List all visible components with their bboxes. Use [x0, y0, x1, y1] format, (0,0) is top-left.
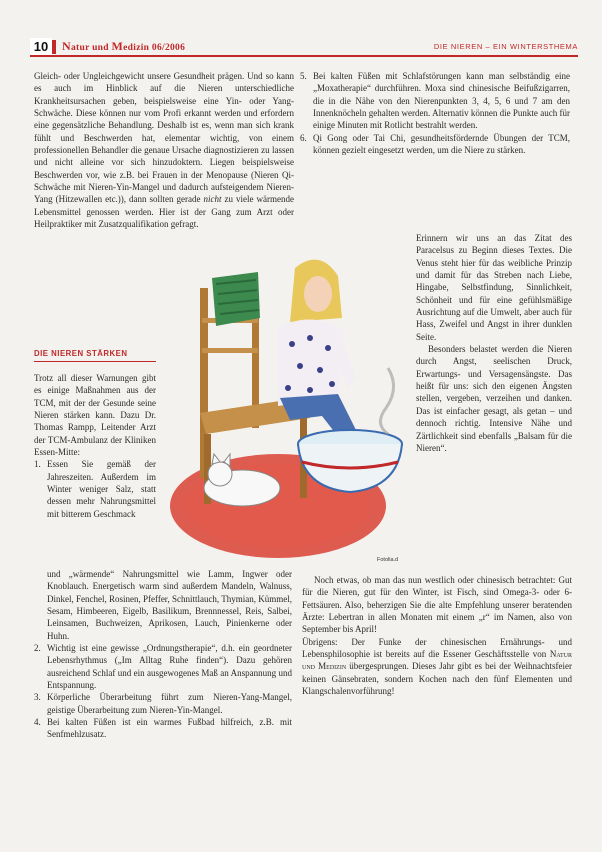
- measures-list-right: [300, 70, 570, 156]
- measures-intro: Trotz all dieser Warnungen gibt es einige Maßnahmen aus der TCM, mit der der Gesunde seine Nieren stärken kann. Dazu Dr. Thomas Rampp, Leitender Arzt der TCM-Ambulanz der Kliniken Essen-Mitte: 1. Essen Sie gemäß der Jahreszeiten. Außerdem im Winter weniger Salz, statt dessen mehr Nahrungsmittel mit bitterem Geschmack: [34, 373, 156, 519]
- list-item-5: 5. Bei kalten Füßen mit Schlafstörungen kann man selbständig eine „Moxatherapie“ durchführen. Moxa sind chinesische Beifußzigarren, die in die Nähe von den Nierenpunkten 3, 4, 5, 6 und 7 am den Innenknöcheln gehalten werden. Alternativ können die Punkte auch für einige Minuten mit Rotlicht bestrahlt werden.: [300, 71, 570, 131]
- measures-list-continued: und „wärmende“ Nahrungsmittel wie Lamm, Ingwer oder Knoblauch. Energetisch warm sind außerdem Mandeln, Walnuss, Dinkel, Fenchel, Rosinen, Pfeffer, Schnittlauch, Thymian, Kümmel, Sesam, Himbeeren, Eigelb, Basilikum, Brennnessel, Reis, Salbei, Leinsamen, Buchweizen, Aprikosen, Lauch, Pinienkerne oder Huhn. 2. Wichtig ist eine gewisse „Ordnungstherapie“, d.h. ein geordneter Lebensrhythmus („Im Alltag Ruhe finden“). Dazu gehören ausreichend Schlaf und ein ausgewogenes Maß an Anspannung und Entspannung. 3. Körperliche Überarbeitung führt zum Nieren-Yang-Mangel, geistige Überarbeitung zum Nieren-Yin-Mangel. 4. Bei kalten Füßen ist ein warmes Fußbad hilfreich, z.B. mit Senfmehlzusatz.: [34, 569, 293, 740]
- photo-credit: Fotolia.d: [377, 557, 399, 563]
- header-accent-bar: [52, 40, 56, 54]
- page-header: [30, 36, 578, 56]
- list-item-4: 4. Bei kalten Füßen ist ein warmes Fußbad hilfreich, z.B. mit Senfmehlzusatz.: [34, 717, 292, 740]
- closing-section: Noch etwas, ob man das nun westlich oder chinesisch betrachtet: Gut für die Nieren, gut für den Winter, ist Fisch, sind Omega-3- oder 6-Fettsäuren. Also, beherzigen Sie die alte Empfehlung unserer beratenden Ärzte: Lebertran in allen Monaten mit einem „r“ im Namen, also von September bis April! Übrigens: Der Funke der chinesischen Ernährungs- und Lebensphilosophie ist bereits auf die Essener Geschäftsstelle von Natur und Medizin übergesprungen. Dieses Jahr gibt es bei der Weihnachtsfeier keinen Gänsebraten, sondern Kochen nach den fünf Elementen und Klangschalenvorführung!: [302, 575, 573, 697]
- magazine-title: Natur und Medizin 06/2006: [62, 39, 186, 53]
- paracelsus-section: Erinnern wir uns an das Zitat des Paracelsus zu Beginn dieses Textes. Die Venus steht hier für das weibliche Prinzip und damit für das Streben nach Liebe, Hingabe, Selbstfindung, Sinnlichkeit, Schönheit und für eine gefühlsmäßige Ausrichtung auf die Umwelt, aber auch für Hass, Zweifel und Angst in ihrer dunklen Seite. Besonders belastet werden die Nieren durch Angst, seelischen Druck, Erwartungs- und Versagensängste. Das heißt für uns: sich den eigenen Ängsten stellen, vergeben, verzeihen und danken. Das ist einfacher gesagt, als getan – und dennoch richtig. Intensive Nähe und Zärtlichkeit sind ebenfalls „Balsam für die Nieren“.: [416, 233, 572, 453]
- list-item-1: 1. Essen Sie gemäß der Jahreszeiten. Außerdem im Winter weniger Salz, statt dessen mehr Nahrungsmittel mit bitterem Geschmack: [34, 459, 156, 519]
- section-title: DIE NIEREN – EIN WINTERSTHEMA: [433, 42, 578, 51]
- list-item-6: 6. Qi Gong oder Tai Chi, gesundheitsfördernde Übungen der TCM, können gezielt eingesetzt werden, um die Niere zu stärken.: [300, 132, 570, 156]
- list-item-3: 3. Körperliche Überarbeitung führt zum Nieren-Yang-Mangel, geistige Überarbeitung zum Nieren-Yin-Mangel.: [34, 692, 292, 715]
- list-item-2: 2. Wichtig ist eine gewisse „Ordnungstherapie“, d.h. ein geordneter Lebensrhythmus („Im Alltag Ruhe finden“). Dazu gehören ausreichend Schlaf und ein ausgewogenes Maß an Anspannung und Entspannung.: [34, 643, 292, 691]
- intro-paragraph: Gleich- oder Ungleichgewicht unsere Gesundheit prägen. Und so kann es auch im Hinblick auf die Nieren unterschiedliche Krankheitsursachen geben, beispielsweise eine Yin- oder Yang-Schwäche. Diese können nur vom Profi erkannt werden und erfordern eine gegensätzliche Behandlung. Deshalb ist es, wenn man sich krank fühlt und Beschwerden hat, elementar wichtig, von einem professionellen Behandler die genaue Ursache diagnostizieren zu lassen und nicht alleine vor sich hinzudoktern. Liegen beispielsweise Beschwerden vor, wie z.B. bei Frauen in der Menopause (Nieren Qi-Schwäche mit Nieren-Yin-Mangel und dadurch aufsteigendem Nieren-Yang (Hitzewallen etc.)), dann sollten gerade nicht zu viele wärmende Lebensmittel genossen werden. Hier ist der Gang zum Arzt oder Heilpraktiker mit Zusatzqualifikation gefragt.: [34, 71, 294, 230]
- header-rule: [30, 55, 578, 57]
- footbath-illustration: [160, 248, 414, 566]
- page-number: 10: [30, 38, 52, 55]
- subheading-die-nieren-staerken: DIE NIEREN STÄRKEN: [34, 348, 156, 364]
- emphasis-nicht: nicht: [203, 194, 222, 205]
